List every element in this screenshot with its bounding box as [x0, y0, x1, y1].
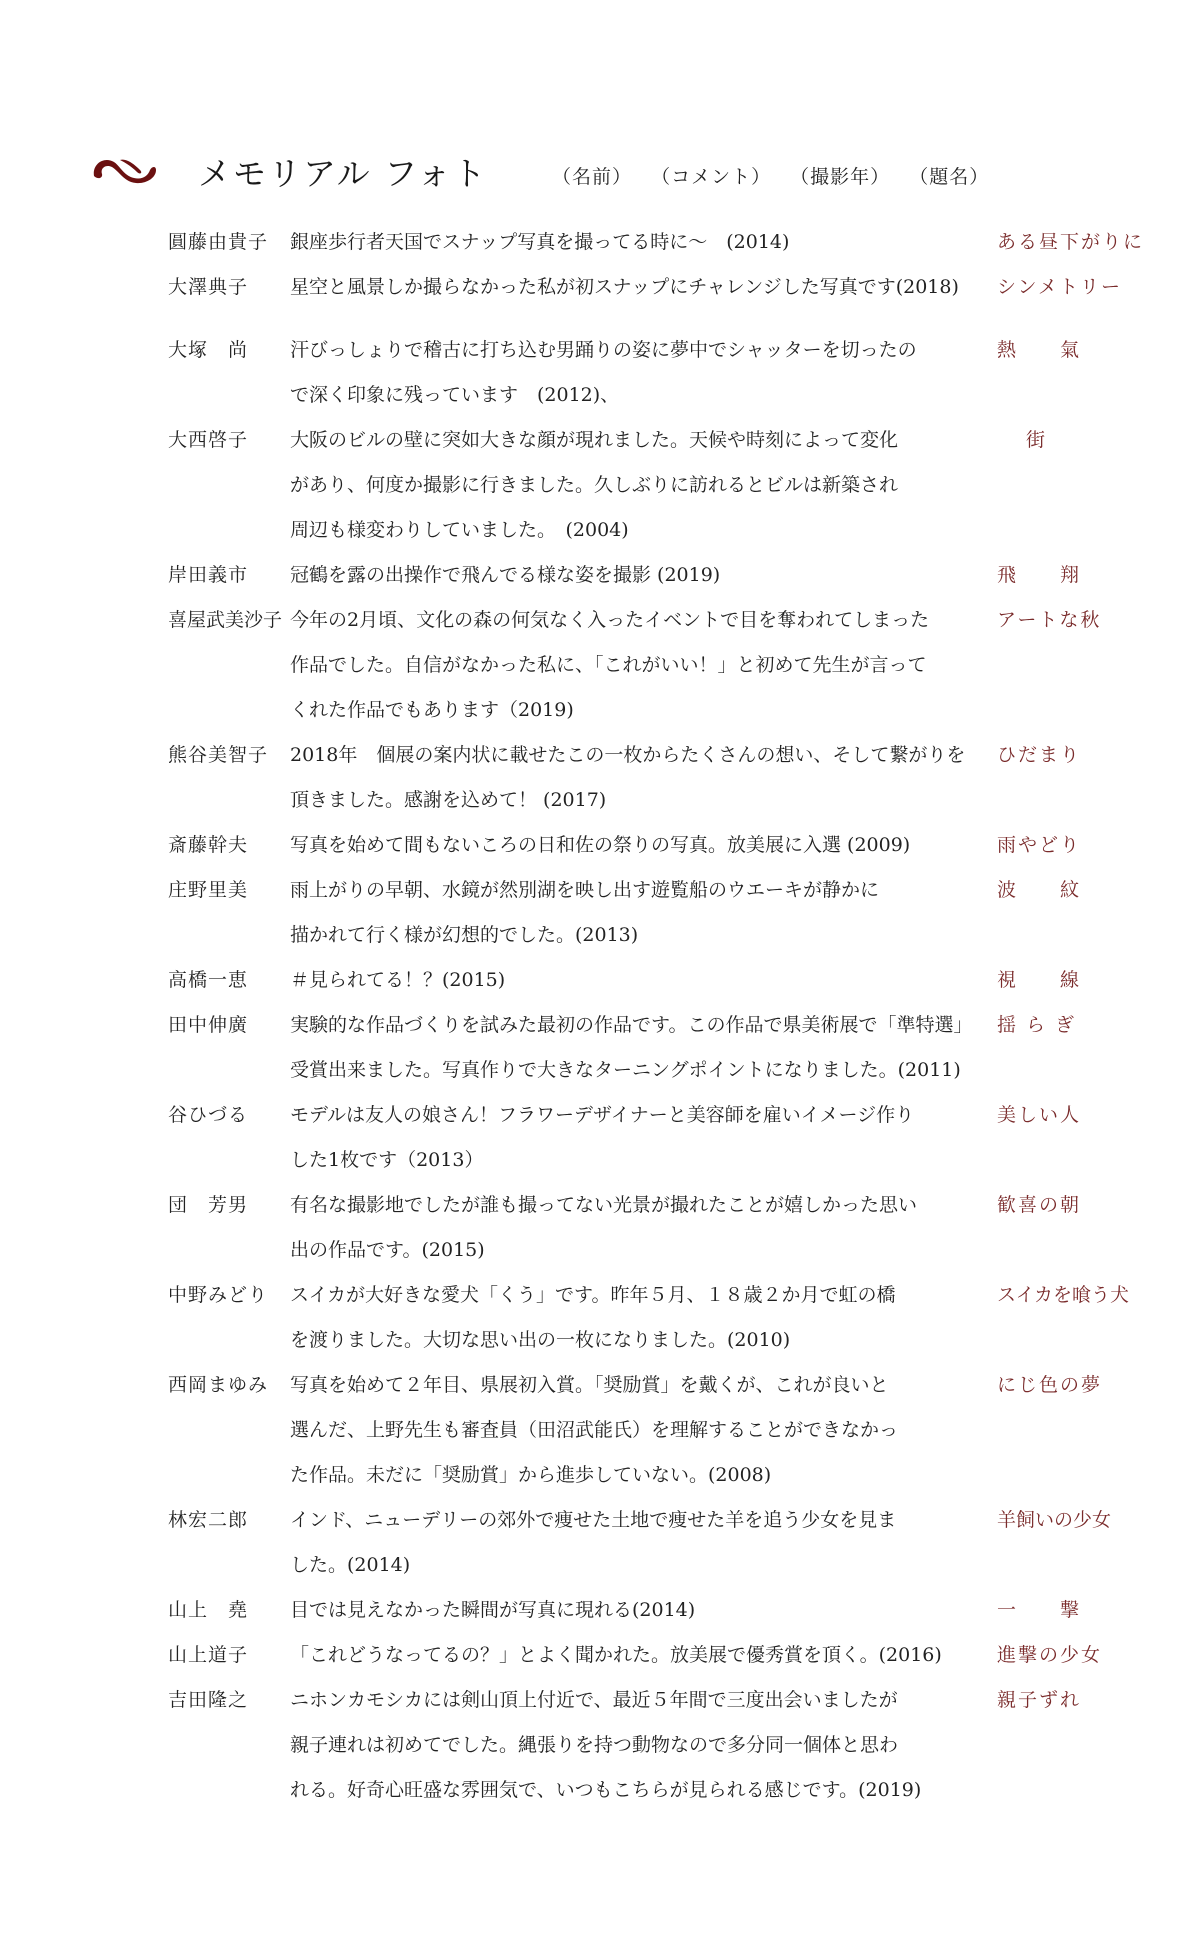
- photographer-name: 庄野里美: [168, 879, 249, 901]
- photo-comment: [290, 823, 978, 868]
- list-item: [168, 823, 1168, 868]
- photographer-name: 山上道子: [168, 1644, 249, 1666]
- comment-line: くれた作品でもあります（2019): [290, 699, 574, 721]
- comment-line: れる。好奇心旺盛な雰囲気で、いつもこちらが見られる感じです。(2019): [290, 1779, 922, 1801]
- photo-comment: [290, 328, 978, 418]
- comment-line: 頂きました。感謝を込めて！ (2017): [290, 789, 607, 811]
- list-item: [168, 418, 1168, 553]
- photographer-name: 高橋一恵: [168, 969, 249, 991]
- photo-title: アートな秋: [997, 609, 1102, 631]
- photo-title: シンメトリー: [997, 276, 1122, 298]
- list-item: [168, 220, 1168, 265]
- column-label-name: （名前）: [552, 166, 633, 188]
- comment-line: 描かれて行く様が幻想的でした。(2013): [290, 924, 639, 946]
- photo-title: 歓喜の朝: [997, 1194, 1082, 1216]
- photo-title: 飛 翔: [997, 564, 1082, 586]
- list-item: [168, 1588, 1168, 1633]
- photo-title: ある昼下がりに: [997, 231, 1145, 253]
- photo-comment: [290, 1588, 978, 1633]
- list-item: [168, 265, 1168, 310]
- comment-line: 星空と風景しか撮らなかった私が初スナップにチャレンジした写真です(2018): [290, 276, 959, 298]
- comment-line: 今年の2月頃、文化の森の何気なく入ったイベントで目を奪われてしまった: [290, 609, 930, 631]
- photo-comment: [290, 1183, 978, 1273]
- comment-line: 冠鶴を露の出操作で飛んでる様な姿を撮影 (2019): [290, 564, 721, 586]
- photo-comment: [290, 1678, 978, 1813]
- list-item: [168, 868, 1168, 958]
- photo-title: 波 紋: [997, 879, 1082, 901]
- photographer-name: 谷ひづる: [168, 1104, 249, 1126]
- photo-title: ひだまり: [997, 744, 1082, 766]
- photographer-name: 熊谷美智子: [168, 744, 269, 766]
- list-item: [168, 958, 1168, 1003]
- comment-line: スイカが大好きな愛犬「くう」です。昨年５月、１８歳２か月で虹の橋: [290, 1284, 896, 1306]
- list-item: [168, 1093, 1168, 1183]
- page-title: メモリアル フォト: [198, 154, 488, 193]
- comment-line: 実験的な作品づくりを試みた最初の作品です。この作品で県美術展で「準特選」: [290, 1014, 973, 1036]
- list-item: [168, 328, 1168, 418]
- photo-comment: [290, 553, 978, 598]
- photo-title: 親子ずれ: [997, 1689, 1082, 1711]
- column-label-title: （題名）: [909, 166, 990, 188]
- photo-comment: [290, 1498, 978, 1588]
- list-item: [168, 1183, 1168, 1273]
- comment-line: 出の作品です。(2015): [290, 1239, 485, 1261]
- photo-comment: [290, 958, 978, 1003]
- list-item: [168, 1003, 1168, 1093]
- comment-line: モデルは友人の娘さん！フラワーデザイナーと美容師を雇いイメージ作り: [290, 1104, 915, 1126]
- comment-line: 写真を始めて２年目、県展初入賞。「奨励賞」を戴くが、これが良いと: [290, 1374, 889, 1396]
- comment-line: 目では見えなかった瞬間が写真に現れる(2014): [290, 1599, 696, 1621]
- photographer-name: 山上 堯: [168, 1599, 249, 1621]
- photo-title: 雨やどり: [997, 834, 1082, 856]
- comment-line: 写真を始めて間もないころの日和佐の祭りの写真。放美展に入選 (2009): [290, 834, 911, 856]
- photographer-name: 中野みどり: [168, 1284, 269, 1306]
- photo-comment: [290, 868, 978, 958]
- photographer-name: 団 芳男: [168, 1194, 249, 1216]
- photo-title: 美しい人: [997, 1104, 1082, 1126]
- list-item: [168, 1633, 1168, 1678]
- photo-comment: [290, 220, 978, 265]
- comment-line: 汗びっしょりで稽古に打ち込む男踊りの姿に夢中でシャッターを切ったの: [290, 339, 917, 361]
- list-item: [168, 1363, 1168, 1498]
- photographer-name: 大西啓子: [168, 429, 249, 451]
- comment-line: 有名な撮影地でしたが誰も撮ってない光景が撮れたことが嬉しかった思い: [290, 1194, 918, 1216]
- comment-line: で深く印象に残っています (2012)、: [290, 384, 620, 406]
- comment-line: た作品。未だに「奨励賞」から進歩していない。(2008): [290, 1464, 772, 1486]
- comment-line: 「これどうなってるの？」とよく聞かれた。放美展で優秀賞を頂く。(2016): [290, 1644, 942, 1666]
- photographer-name: 西岡まゆみ: [168, 1374, 269, 1396]
- list-item: [168, 553, 1168, 598]
- comment-line: 銀座歩行者天国でスナップ写真を撮ってる時に～ (2014): [290, 231, 790, 253]
- photographer-name: 岸田義市: [168, 564, 249, 586]
- photo-comment: [290, 1093, 978, 1183]
- column-label-year: （撮影年）: [790, 166, 891, 188]
- photographer-name: 圓藤由貴子: [168, 231, 269, 253]
- photo-title: 視 線: [997, 969, 1082, 991]
- photo-comment: [290, 265, 978, 310]
- ornament-swirl-icon: [90, 150, 162, 186]
- comment-line: 選んだ、上野先生も審査員（田沼武能氏）を理解することができなかっ: [290, 1419, 899, 1441]
- list-item: [168, 1273, 1168, 1363]
- photo-comment: [290, 1273, 978, 1363]
- photo-title: 羊飼いの少女: [997, 1509, 1112, 1531]
- column-label-comment: （コメント）: [651, 166, 772, 188]
- photo-title: にじ色の夢: [997, 1374, 1103, 1396]
- comment-line: インド、ニューデリーの郊外で痩せた土地で痩せた羊を追う少女を見ま: [290, 1509, 897, 1531]
- photo-entry-list: [168, 220, 1168, 1813]
- comment-line: 周辺も様変わりしていました。 (2004): [290, 519, 629, 541]
- photo-title: 進撃の少女: [997, 1644, 1103, 1666]
- comment-line: 受賞出来ました。写真作りで大きなターニングポイントになりました。(2011): [290, 1059, 961, 1081]
- photo-comment: [290, 418, 978, 553]
- photographer-name: 喜屋武美沙子: [168, 609, 283, 631]
- list-item: [168, 598, 1168, 733]
- comment-line: 大阪のビルの壁に突如大きな顔が現れました。天候や時刻によって変化: [290, 429, 899, 451]
- comment-line: 作品でした。自信がなかった私に、「これがいい！」と初めて先生が言って: [290, 654, 927, 676]
- page-header: [90, 140, 1140, 200]
- photo-comment: [290, 1363, 978, 1498]
- photographer-name: 斎藤幹夫: [168, 834, 249, 856]
- photographer-name: 大塚 尚: [168, 339, 249, 361]
- photo-title: 街: [997, 429, 1048, 451]
- comment-line: を渡りました。大切な思い出の一枚になりました。(2010): [290, 1329, 791, 1351]
- photo-title: 熱 氣: [997, 339, 1082, 361]
- column-labels: [552, 162, 1001, 189]
- list-item: [168, 733, 1168, 823]
- comment-line: した。(2014): [290, 1554, 411, 1576]
- comment-line: があり、何度か撮影に行きました。久しぶりに訪れるとビルは新築され: [290, 474, 899, 496]
- photographer-name: 林宏二郎: [168, 1509, 249, 1531]
- photographer-name: 大澤典子: [168, 276, 249, 298]
- photo-comment: [290, 598, 978, 733]
- photographer-name: 田中伸廣: [168, 1014, 249, 1036]
- photo-comment: [290, 1633, 978, 1678]
- list-item: [168, 1498, 1168, 1588]
- comment-line: 2018年 個展の案内状に載せたこの一枚からたくさんの想い、そして繋がりを: [290, 744, 966, 766]
- list-item: [168, 1678, 1168, 1813]
- comment-line: 雨上がりの早朝、水鏡が然別湖を映し出す遊覧船のウエーキが静かに: [290, 879, 880, 901]
- photo-title: スイカを喰う犬: [997, 1284, 1130, 1306]
- comment-line: した1枚です（2013）: [290, 1149, 484, 1171]
- photo-comment: [290, 733, 978, 823]
- comment-line: ニホンカモシカには剣山頂上付近で、最近５年間で三度出会いましたが: [290, 1689, 898, 1711]
- photo-comment: [290, 1003, 978, 1093]
- photo-title: 揺 ら ぎ: [997, 1014, 1077, 1036]
- photo-title: 一 撃: [997, 1599, 1082, 1621]
- comment-line: 親子連れは初めてでした。縄張りを持つ動物なので多分同一個体と思わ: [290, 1734, 899, 1756]
- photographer-name: 吉田隆之: [168, 1689, 249, 1711]
- comment-line: ＃見られてる！？(2015): [290, 969, 506, 991]
